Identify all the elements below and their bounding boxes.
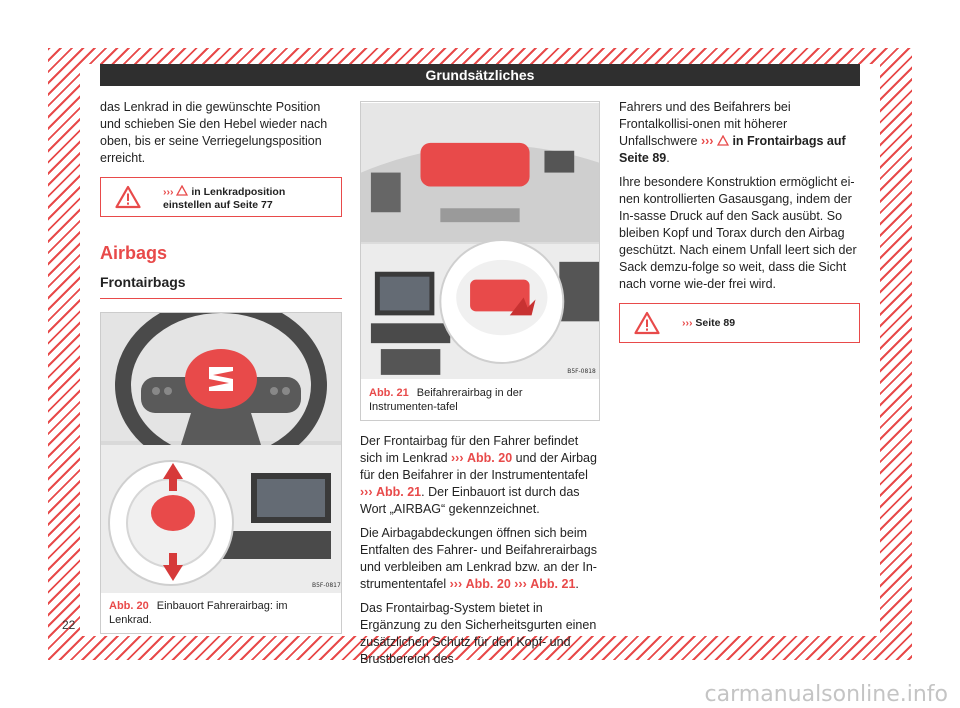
warning-link[interactable]: in Frontairbags auf Seite 89 [619, 134, 846, 165]
figure-21 [360, 101, 600, 421]
figure-link-21[interactable]: Abb. 21 [375, 485, 422, 499]
figure-link-20[interactable]: Abb. 20 [467, 451, 513, 465]
text-span: und der Airbag für den Beifahrer in der Instrumententafel [360, 451, 597, 482]
text-span: Die Airbagabdeckungen öffnen sich beim Entfalten des Fahrer- und Beifahrerairbags und verbleiben am Lenkrad bzw. an der In-strumententafel [360, 526, 597, 591]
figure-caption-text: Einbauort Fahrerairbag: im Lenkrad. [109, 600, 288, 626]
figure-label: Abb. 21 [369, 387, 409, 399]
figure-caption-text: Beifahrerairbag in der Instrumenten-tafel [369, 387, 523, 413]
column-right [619, 99, 860, 343]
text-span: . Der Einbauort ist durch das Wort „AIRBAG“ gekennzeichnet. [360, 485, 580, 516]
page-number: 22 [62, 618, 76, 632]
text-span: . [575, 577, 579, 591]
reference-arrows: ››› [360, 485, 373, 499]
text-span: Der Frontairbag für den Fahrer befindet sich im Lenkrad [360, 434, 579, 465]
warning-box [100, 177, 342, 217]
warning-inline-icon [176, 185, 188, 196]
warning-link[interactable]: Seite 89 [695, 317, 736, 329]
reference-arrows: ››› [451, 451, 464, 465]
section-title: Airbags [100, 243, 168, 263]
paragraph-2: Ihre besondere Konstruktion ermöglicht ei-nen kontrollierten Gasausgang, indem der In-sasse Druck auf den Sack ausübt. So bleiben Kopf und Torax durch den Airbag geschützt. Nach einem Unfall leert sich der Sack demzu-folge so weit, dass die Sicht nach vorne wie-der frei wird. [619, 175, 857, 291]
watermark: carmanualsonline.info [704, 682, 948, 707]
intro-text: das Lenkrad in die gewünschte Position und schieben Sie den Hebel wieder nach oben, bis er seine Verriegelungsposition erreicht. [100, 100, 328, 165]
column-left [100, 99, 342, 634]
reference-arrows: ››› [449, 577, 463, 591]
dashboard-illustration [361, 102, 599, 380]
warning-link[interactable]: in Lenkradposition einstellen auf Seite 77 [163, 186, 286, 211]
paragraph-1 [360, 433, 600, 518]
figure-caption [101, 593, 341, 633]
figure-label: Abb. 20 [109, 600, 149, 612]
column-middle [360, 101, 600, 675]
warning-inline-icon [717, 135, 729, 146]
figure-code: B5F-0818 [567, 367, 596, 375]
paragraph-3: Das Frontairbag-System bietet in Ergänzung zu den Sicherheitsgurten einen zusätzlichen Schutz für den Kopf- und Brustbereich des [360, 601, 597, 666]
figure-link-20[interactable]: Abb. 20 [465, 577, 511, 591]
sub-title: Frontairbags [100, 274, 342, 299]
reference-arrows: ››› [682, 317, 693, 329]
page-header: Grundsätzliches [100, 64, 860, 86]
figure-20 [100, 312, 342, 634]
paragraph-2 [360, 525, 600, 593]
warning-text [682, 317, 851, 330]
warning-triangle-icon [115, 185, 141, 209]
figure-code: B5F-0817 [312, 582, 341, 589]
reference-arrows: ››› [163, 186, 174, 198]
warning-triangle-icon [634, 311, 660, 335]
warning-text [163, 185, 333, 212]
text-span: Fahrers und des Beifahrers bei Frontalkollisi-onen mit höherer Unfallschwere [619, 100, 791, 148]
figure-link-21[interactable]: Abb. 21 [530, 577, 576, 591]
reference-arrows: ››› [700, 134, 714, 148]
text-span: . [666, 151, 670, 165]
steering-wheel-illustration [101, 313, 341, 593]
warning-box [619, 303, 860, 343]
figure-caption [361, 380, 599, 420]
paragraph-continued [619, 99, 860, 167]
reference-arrows: ››› [514, 577, 527, 591]
